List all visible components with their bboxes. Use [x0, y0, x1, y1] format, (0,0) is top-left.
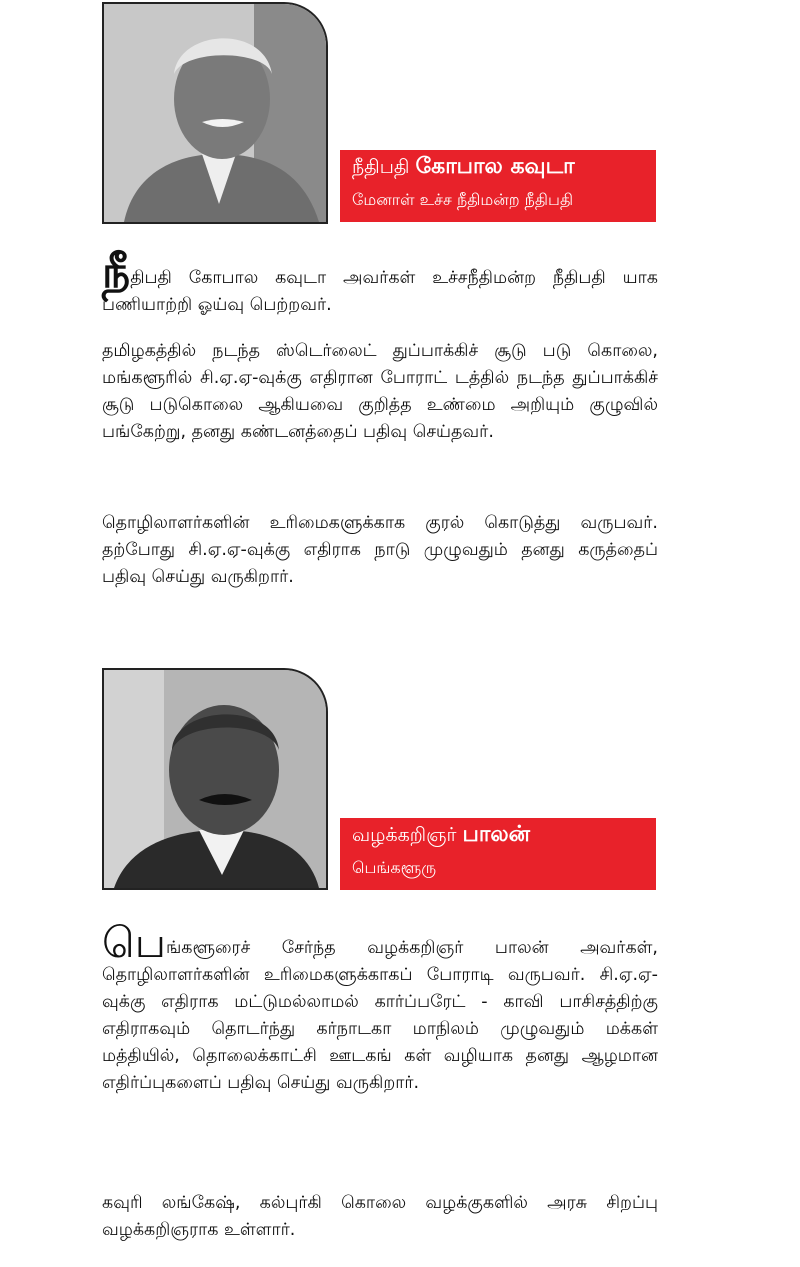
bio-text: தமிழகத்தில் நடந்த ஸ்டெர்லைட் துப்பாக்கிச் சூடு படு கொலை, மங்களூரில் சி.ஏ.ஏ-வுக்கு எதிரான போராட் டத்தில் நடந்த துப்பாக்கிச் சூடு படுகொலை ஆகியவை குறித்த உண்மை அறியும் குழுவில் பங்கேற்று, தனது கண்டனத்தைப் பதிவு செய்தவர்.: [102, 341, 658, 442]
bio-text: ங்களூரைச் சேர்ந்த வழக்கறிஞர் பாலன் அவர்கள், தொழிலாளர்களின் உரிமைகளுக்காகப் போராடி வருபவர். சி.ஏ.ஏ-வுக்கு எதிராக மட்டுமல்லாமல் கார்ப்பரேட் - காவி பாசிசத்திற்கு எதிராகவும் தொடர்ந்து கர்நாடகா மாநிலம் முழுவதும் மக்கள் மத்தியில், தொலைக்காட்சி ஊடகங் கள் வழியாக தனது ஆழமான எதிர்ப்புகளைப் பதிவு செய்து வருகிறார்.: [102, 938, 658, 1093]
bio-paragraph-1: [102, 918, 658, 1097]
person-role: மேனாள் உச்ச நீதிமன்ற நீதிபதி: [352, 190, 574, 209]
name-prefix: வழக்கறிஞர்: [352, 824, 457, 846]
person-role: பெங்களூரு: [352, 858, 437, 877]
drop-cap: நீ: [102, 247, 131, 298]
drop-cap: பெ: [102, 918, 166, 967]
person-name: [352, 154, 575, 182]
bio-paragraph-1: [102, 247, 658, 319]
bio-paragraph-2: [102, 338, 658, 446]
bio-paragraph-2: [102, 1190, 658, 1244]
bio-text: கவுரி லங்கேஷ், கல்புர்கி கொலை வழக்குகளில் அரசு சிறப்பு வழக்கறிஞராக உள்ளார்.: [102, 1193, 658, 1240]
portrait-photo: [102, 2, 328, 224]
portrait-figure: [104, 670, 326, 888]
name-bold: பாலன்: [462, 822, 530, 847]
bio-paragraph-3: [102, 510, 658, 591]
portrait-figure: [104, 4, 326, 222]
name-banner: [340, 150, 656, 222]
bio-text: தொழிலாளர்களின் உரிமைகளுக்காக குரல் கொடுத்து வருபவர். தற்போது சி.ஏ.ஏ-வுக்கு எதிராக நாடு முழுவதும் தனது கருத்தைப் பதிவு செய்து வருகிறார்.: [102, 513, 658, 587]
portrait-photo: [102, 668, 328, 890]
name-bold: கோபால கவுடா: [415, 154, 575, 179]
person-name: [352, 822, 530, 850]
bio-text: திபதி கோபால கவுடா அவர்கள் உச்சநீதிமன்ற நீதிபதி யாக பணியாற்றி ஓய்வு பெற்றவர்.: [102, 268, 658, 315]
name-prefix: நீதிபதி: [352, 156, 410, 178]
name-banner: [340, 818, 656, 890]
